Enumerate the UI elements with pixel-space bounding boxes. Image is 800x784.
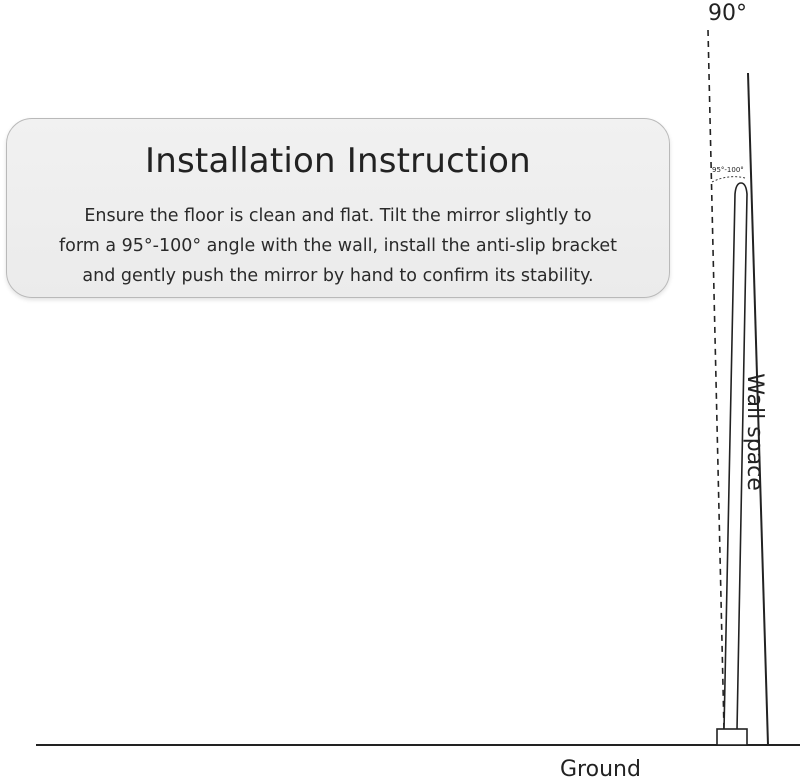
tilt-angle-label: 95°-100° — [712, 166, 744, 174]
wall-space-label: Wall space — [742, 373, 767, 491]
instruction-title: Installation Instruction — [145, 141, 531, 181]
vertical-reference-dashed-line — [708, 30, 724, 730]
ground-label: Ground — [560, 757, 641, 782]
vertical-reference-label: 90° — [708, 1, 747, 26]
instruction-line-1: Ensure the floor is clean and flat. Tilt the mirror slightly to — [84, 206, 592, 226]
instruction-line-3: and gently push the mirror by hand to confirm its stability. — [82, 266, 594, 286]
tilt-angle-arc — [712, 177, 745, 182]
instruction-line-2: form a 95°-100° angle with the wall, install the anti-slip bracket — [58, 236, 618, 256]
anti-slip-bracket — [717, 729, 747, 745]
